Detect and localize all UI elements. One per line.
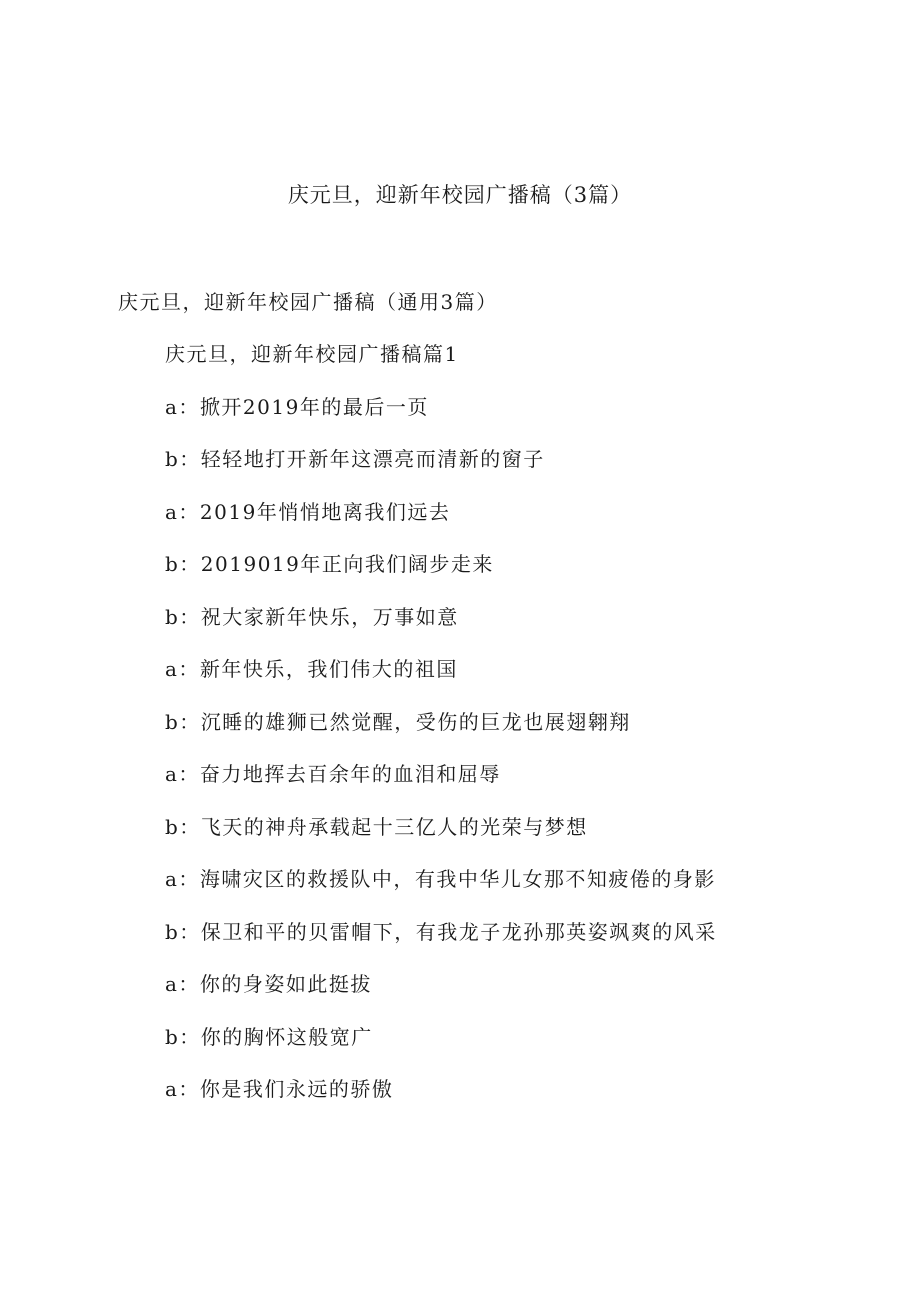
script-line: a：你是我们永远的骄傲 — [165, 1077, 394, 1101]
script-line: b：保卫和平的贝雷帽下，有我龙子龙孙那英姿飒爽的风采 — [165, 919, 717, 944]
script-line: a：奋力地挥去百余年的血泪和屈辱 — [165, 762, 501, 786]
script-line: b：沉睡的雄狮已然觉醒，受伤的巨龙也展翅翱翔 — [165, 709, 631, 734]
script-line: a：你的身姿如此挺拔 — [165, 972, 372, 996]
script-line: a：2019年悄悄地离我们远去 — [165, 499, 451, 524]
section-heading: 庆元旦，迎新年校园广播稿篇1 — [165, 342, 459, 366]
document-subtitle: 庆元旦，迎新年校园广播稿（通用3篇） — [118, 290, 498, 314]
script-line: a：新年快乐，我们伟大的祖国 — [165, 657, 458, 681]
script-line: b：轻轻地打开新年这漂亮而清新的窗子 — [165, 447, 545, 471]
script-lines — [165, 339, 717, 1127]
document-title: 庆元旦，迎新年校园广播稿（3篇） — [287, 183, 633, 207]
script-line: a：掀开2019年的最后一页 — [165, 394, 429, 419]
script-line: b：2019019年正向我们阔步走来 — [165, 552, 494, 576]
script-line: b：飞天的神舟承载起十三亿人的光荣与梦想 — [165, 814, 588, 839]
script-line: b：祝大家新年快乐，万事如意 — [165, 604, 459, 629]
script-line: a：海啸灾区的救援队中，有我中华儿女那不知疲倦的身影 — [165, 867, 716, 891]
script-line: b：你的胸怀这般宽广 — [165, 1024, 373, 1049]
